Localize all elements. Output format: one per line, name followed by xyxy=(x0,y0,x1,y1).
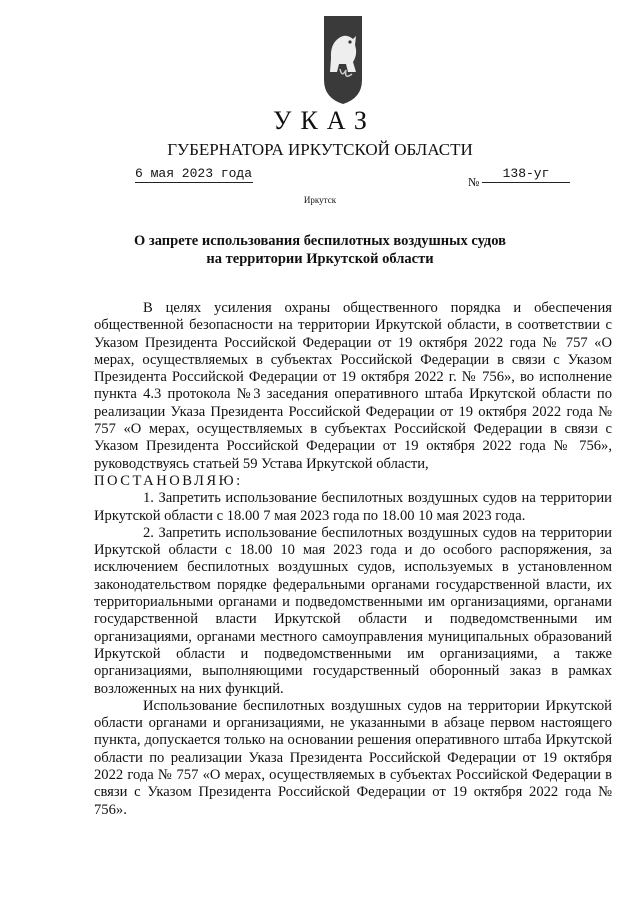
resolve-heading: ПОСТАНОВЛЯЮ: xyxy=(94,472,243,489)
issuer-title: ГУБЕРНАТОРА ИРКУТСКОЙ ОБЛАСТИ xyxy=(167,140,473,159)
item-1-paragraph: 1. Запретить использование беспилотных воздушных судов на территории Иркутской области с 18.00 7 мая 2023 года по 18.00 10 мая 2023 года. xyxy=(94,490,612,524)
heading-line-1: О запрете использования беспилотных воздушных судов xyxy=(134,233,506,249)
document-body xyxy=(94,300,612,819)
item-2-paragraph: 2. Запретить использование беспилотных воздушных судов на территории Иркутской области с 18.00 10 мая 2023 года и до особого распоряжения, за исключением беспилотных воздушных судов, используемых в установленном законодательством порядке федеральными органами государственной власти, их территориальными органами и подведомственными им организациями, органами государственной власти Иркутской области и подведомственными им организациями, органами местного самоуправления муниципальных образований Иркутской области и подведомственными им организациями, а также организациями, выполняющими государственный оборонный заказ в рамках возложенных на них функций. xyxy=(94,524,612,697)
number-label: № xyxy=(468,175,480,189)
preamble-paragraph: В целях усиления охраны общественного порядка и обеспечения общественной безопасности на территории Иркутской области, в соответствии с Указом Президента Российской Федерации от 19 октября 2022 года № 757 «О мерах, осуществляемых в субъектах Российской Федерации в связи с Указом Президента Российской Федерации от 19 октября 2022 г. № 756», во исполнение пункта 4.3 протокола №3 заседания оперативного штаба Иркутской области по реализации Указа Президента Российской Федерации от 19 октября 2022 года № 757 «О мерах, осуществляемых в субъектах Российской Федерации в связи с Указом Президента Российской Федерации от 19 октября 2022 года № 756», руководствуясь статьей 59 Устава Иркутской области, xyxy=(94,300,612,472)
heading-line-2: на территории Иркутской области xyxy=(206,251,434,267)
coat-of-arms-icon xyxy=(322,14,364,106)
decree-number: 138-уг xyxy=(482,166,570,183)
document-heading xyxy=(60,232,580,268)
city-name: Иркутск xyxy=(303,195,337,205)
decree-title: УКАЗ xyxy=(273,106,376,135)
decree-date: 6 мая 2023 года xyxy=(135,166,253,181)
item-2-second-paragraph: Использование беспилотных воздушных судов на территории Иркутской области органами и организациями, не указанными в абзаце первом настоящего пункта, допускается только на основании решения оперативного штаба Иркутской области по реализации Указа Президента Российской Федерации от 19 октября 2022 года № 757 «О мерах, осуществляемых в субъектах Российской Федерации в связи с Указом Президента Российской Федерации от 19 октября 2022 года № 756». xyxy=(94,697,612,818)
